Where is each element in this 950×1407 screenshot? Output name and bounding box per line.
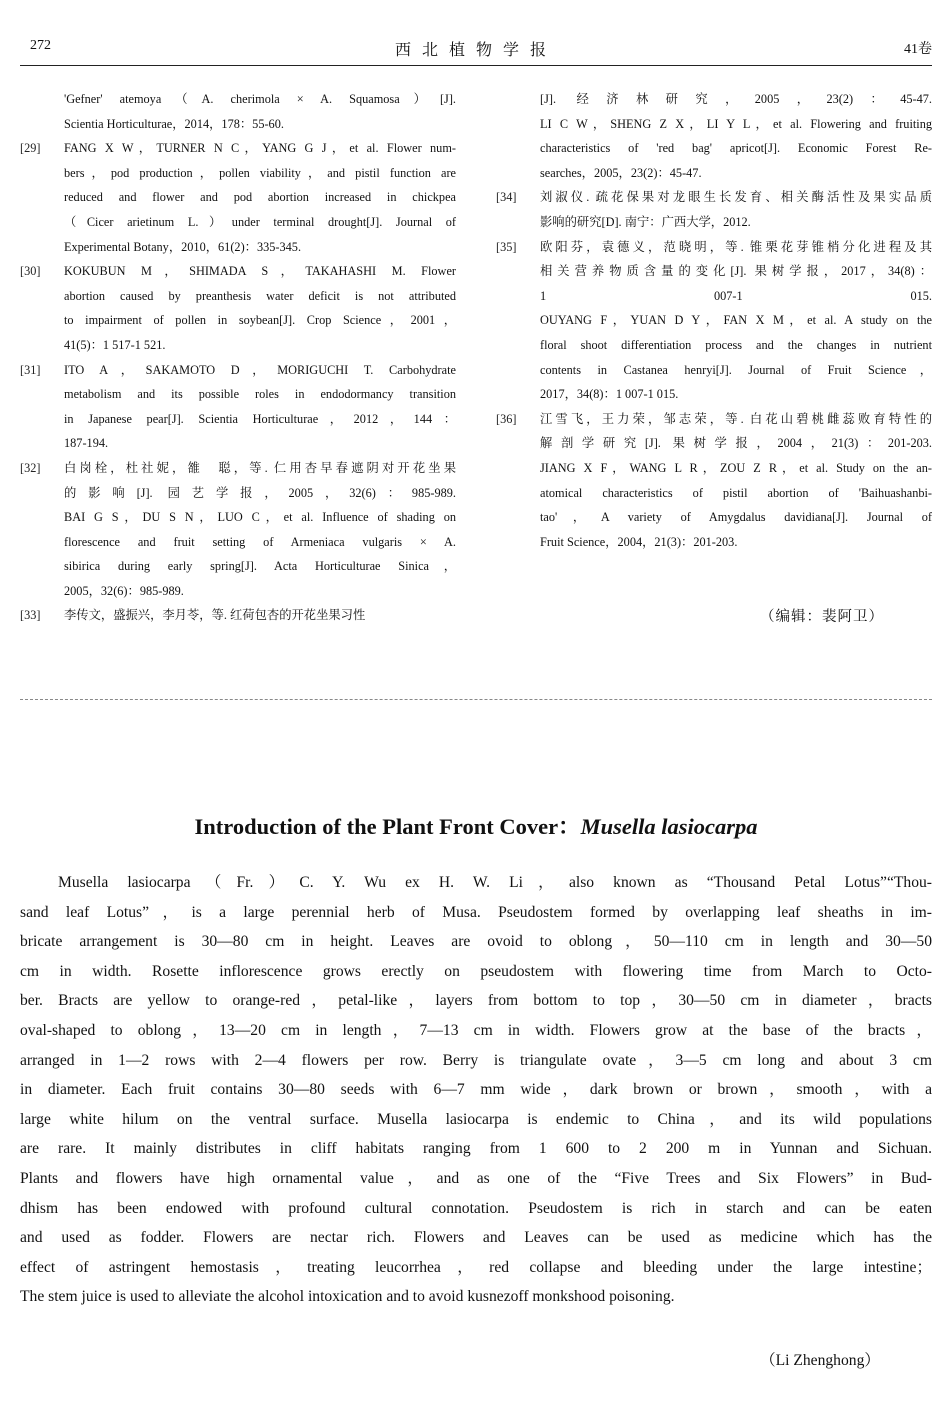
- reference-number: [34]: [496, 190, 517, 205]
- paragraph-line: ber. Bracts are yellow to orange-red，petal-like，layers from bottom to top，30—50 cm in diameter，bracts: [20, 992, 932, 1010]
- reference-line: （Cicer arietinum L.）under terminal drought[J]. Journal of: [64, 214, 456, 229]
- reference-line: ITO A，SAKAMOTO D，MORIGUCHI T. Carbohydrate: [64, 362, 456, 377]
- volume-label: 41卷: [904, 42, 932, 57]
- reference-number: [30]: [20, 264, 41, 279]
- reference-entry: [20, 358, 456, 456]
- paragraph-line: sand leaf Lotus”，is a large perennial herb of Musa. Pseudostem formed by overlapping leaf sheaths in im-: [20, 903, 932, 921]
- paragraph-line: large white hilum on the ventral surface. Musella lasiocarpa is endemic to China，and its wild populations: [20, 1110, 932, 1128]
- reference-entry: [20, 456, 456, 604]
- reference-line: 影响的研究[D]. 南宁：广西大学，2012.: [540, 214, 751, 229]
- reference-line: in Japanese pear[J]. Scientia Horticulturae，2012，144：: [64, 411, 456, 426]
- paragraph-line: cm in width. Rosette inflorescence grows erectly on pseudostem with flowering time from March to Octo-: [20, 962, 932, 980]
- reference-line: 1 007-1 015.: [540, 288, 932, 303]
- paragraph-line: Musella lasiocarpa（Fr.）C. Y. Wu ex H. W. Li，also known as “Thousand Petal Lotus”“Thou-: [58, 874, 932, 891]
- reference-line: sibirica during early spring[J]. Acta Horticulturae Sinica，: [64, 559, 456, 574]
- reference-line: FANG X W，TURNER N C，YANG G J，et al. Flower num-: [64, 141, 456, 156]
- reference-line: Fruit Science，2004，21(3)：201-203.: [540, 534, 738, 549]
- paragraph-line: dhism has been endowed with profound cultural connotation. Pseudostem is rich in starch and can be eaten: [20, 1199, 932, 1217]
- reference-line: [J]. 经济林研究，2005，23(2)：45-47.: [540, 92, 932, 106]
- reference-line: florescence and fruit setting of Armeniaca vulgaris × A.: [64, 534, 456, 549]
- reference-line: to impairment of pollen in soybean[J]. Crop Science，2001，: [64, 313, 456, 328]
- reference-line: LI C W，SHENG Z X，LI Y L，et al. Flowering and fruiting: [540, 116, 932, 131]
- reference-entry: [20, 259, 456, 357]
- reference-line: atomical characteristics of pistil abortion of 'Baihuashanbi-: [540, 485, 932, 500]
- reference-line: 41(5)：1 517-1 521.: [64, 337, 166, 352]
- reference-number: [35]: [496, 239, 517, 254]
- author-signature: （Li Zhenghong）: [760, 1352, 880, 1369]
- cover-description: [20, 868, 932, 1312]
- reference-line: characteristics of 'red bag' apricot[J]. Economic Forest Re-: [540, 141, 932, 156]
- reference-line: 'Gefner' atemoya（A. cherimola × A. Squamosa）[J].: [64, 92, 456, 106]
- paragraph-line: arranged in 1—2 rows with 2—4 flowers per row. Berry is triangulate ovate，3—5 cm long and about 3 cm: [20, 1051, 932, 1069]
- reference-line: 江雪飞，王力荣，邹志荣，等. 白花山碧桃雌蕊败育特性的: [540, 411, 932, 426]
- references-right-column: [496, 87, 932, 554]
- reference-line: 欧阳芬，袁德义，范晓明，等. 锥栗花芽锥梢分化进程及其: [540, 239, 932, 254]
- reference-number: [31]: [20, 362, 41, 377]
- paragraph-line: oval-shaped to oblong，13—20 cm in length，7—13 cm in width. Flowers grow at the base of the bracts，: [20, 1021, 932, 1039]
- reference-line: 刘淑仪. 疏花保果对龙眼生长发育、相关酶活性及果实品质: [540, 190, 932, 205]
- reference-line: tao'，A variety of Amygdalus davidiana[J]. Journal of: [540, 510, 932, 525]
- section-divider: [20, 699, 932, 700]
- reference-line: searches，2005，23(2)：45-47.: [540, 165, 702, 180]
- reference-line: 的影响[J]. 园艺学报，2005，32(6)：985-989.: [64, 485, 456, 500]
- reference-entry: [20, 603, 456, 628]
- header-rule: [20, 65, 932, 66]
- paragraph-line: Plants and flowers have high ornamental value，and as one of the “Five Trees and Six Flowers” in Bud-: [20, 1169, 932, 1187]
- reference-line: reduced and flower and pod abortion increased in chickpea: [64, 190, 456, 205]
- reference-line: 解剖学研究[J]. 果树学报，2004，21(3)：201-203.: [540, 436, 932, 451]
- paragraph-line: are rare. It mainly distributes in cliff habitats ranging from 1 600 to 2 200 m in Yunnan and Sichuan.: [20, 1140, 932, 1158]
- reference-line: KOKUBUN M，SHIMADA S，TAKAHASHI M. Flower: [64, 264, 456, 279]
- reference-entry: [496, 185, 932, 234]
- paragraph-line: bricate arrangement is 30—80 cm in height. Leaves are ovoid to oblong，50—110 cm in length and 30—50: [20, 933, 932, 951]
- reference-line: JIANG X F，WANG L R，ZOU Z R，et al. Study on the an-: [540, 460, 932, 475]
- reference-line: 白岗栓，杜社妮，雒 聪，等. 仁用杏早春遮阴对开花坐果: [64, 460, 456, 475]
- reference-line: 2005，32(6)：985-989.: [64, 583, 184, 598]
- reference-line: 187-194.: [64, 436, 109, 451]
- reference-number: [36]: [496, 411, 517, 426]
- reference-line: OUYANG F，YUAN D Y，FAN X M，et al. A study on the: [540, 313, 932, 328]
- editor-note: （编辑：裴阿卫）: [760, 609, 884, 625]
- reference-entry: [496, 407, 932, 555]
- page-number: 272: [30, 38, 51, 53]
- reference-line: 李传文，盛振兴，李月苓，等. 红荷包杏的开花坐果习性: [64, 608, 366, 623]
- reference-number: [33]: [20, 608, 41, 623]
- cover-title-species: Musella lasiocarpa: [580, 814, 758, 839]
- reference-line: BAI G S，DU S N，LUO C，et al. Influence of shading on: [64, 510, 456, 525]
- paragraph-line: The stem juice is used to alleviate the alcohol intoxication and to avoid kusnezoff monkshood poisoning.: [20, 1288, 675, 1306]
- reference-entry: [496, 87, 932, 185]
- reference-line: contents in Castanea henryi[J]. Journal of Fruit Science，: [540, 362, 932, 377]
- paragraph-line: in diameter. Each fruit contains 30—80 seeds with 6—7 mm wide，dark brown or brown，smooth，with a: [20, 1081, 932, 1099]
- cover-title-prefix: Introduction of the Plant Front Cover：: [194, 814, 581, 839]
- cover-intro-title: [20, 809, 932, 841]
- reference-line: Scientia Horticulturae，2014，178：55-60.: [64, 116, 284, 131]
- journal-title: 西北植物学报: [394, 42, 557, 59]
- reference-line: abortion caused by preanthesis water deficit is not attributed: [64, 288, 456, 303]
- reference-line: floral shoot differentiation process and the changes in nutrient: [540, 337, 932, 352]
- reference-line: 相关营养物质含量的变化[J]. 果树学报，2017，34(8)：: [540, 264, 932, 279]
- paragraph-line: and used as fodder. Flowers are nectar rich. Flowers and Leaves can be used as medicine which has the: [20, 1229, 932, 1247]
- reference-entry: [20, 136, 456, 259]
- reference-line: Experimental Botany，2010，61(2)：335-345.: [64, 239, 302, 254]
- reference-number: [29]: [20, 141, 41, 156]
- reference-entry: [496, 235, 932, 407]
- reference-number: [32]: [20, 460, 41, 475]
- reference-line: 2017，34(8)：1 007-1 015.: [540, 387, 679, 402]
- reference-entry: [20, 87, 456, 136]
- reference-line: metabolism and its possible roles in endodormancy transition: [64, 387, 456, 402]
- paragraph-line: effect of astringent hemostasis，treating leucorrhea，red collapse and bleeding under the large intestine；: [20, 1258, 932, 1276]
- page-header: [20, 38, 932, 60]
- reference-line: bers，pod production，pollen viability，and pistil function are: [64, 165, 456, 180]
- references-left-column: [20, 87, 456, 628]
